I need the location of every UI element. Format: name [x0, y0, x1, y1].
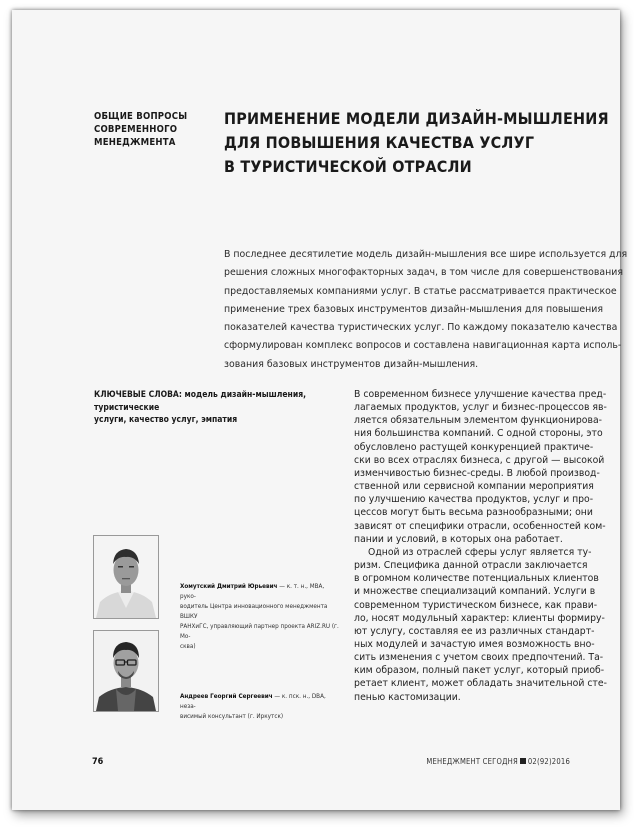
- body-line: ким образом, полный пакет услуг, который приоб-: [354, 665, 605, 677]
- body-line: сить изменения с учетом своих предпочтений. Та-: [354, 652, 604, 664]
- keywords-text: модель дизайн-мышления, туристические: [94, 390, 307, 413]
- body-line: цессов могут быть весьма разнообразными; они: [354, 507, 593, 519]
- body-line: в огромном количестве потенциальных клиентов: [354, 573, 599, 585]
- square-separator-icon: [520, 758, 526, 764]
- page-number: 76: [92, 757, 104, 767]
- author-photo: [93, 535, 159, 619]
- article-title: [224, 107, 624, 179]
- body-line: изменчивостью бизнес-среды. В любой производ-: [354, 467, 600, 479]
- body-line: ют услугу, составляя ее из различных стандарт-: [354, 625, 595, 637]
- body-line: зависят от специфики отрасли, особенностей ком-: [354, 520, 606, 532]
- title-line: В ТУРИСТИЧЕСКОЙ ОТРАСЛИ: [224, 157, 472, 176]
- body-line: обусловлено растущей конкуренцией практиче-: [354, 441, 594, 453]
- body-line: по улучшению качества продуктов, услуг и про-: [354, 494, 594, 506]
- keywords: [94, 389, 344, 427]
- journal-name: МЕНЕДЖМЕНТ СЕГОДНЯ: [426, 757, 518, 766]
- body-line: ственной или сервисной компании мероприятия: [354, 481, 594, 493]
- article-body: [354, 388, 607, 704]
- abstract-line: В последнее десятилетие модель дизайн-мышления все шире используется для: [224, 249, 628, 260]
- section-label: [94, 110, 214, 149]
- keywords-label: КЛЮЧЕВЫЕ СЛОВА:: [94, 390, 182, 400]
- author-photo: [93, 630, 159, 712]
- author-name: Андреев Георгий Сергеевич: [180, 693, 273, 700]
- author-bio-line: РАНХиГС, управляющий партнер проекта ARIZ.RU (г. Мо-: [180, 623, 339, 640]
- abstract-line: предоставляемых компаниями услуг. В статье рассматривается практическое: [224, 285, 617, 297]
- body-line: ляется обязательным элементом функционирова-: [354, 415, 603, 427]
- abstract-line: применение трех базовых инструментов дизайн-мышления для повышения: [224, 303, 603, 315]
- body-line: пании и условий, в которых она работает.: [354, 533, 563, 545]
- author-name: Хомутский Дмитрий Юрьевич: [180, 583, 278, 590]
- author-info: [180, 582, 340, 652]
- body-line: ски во всех отраслях бизнеса, с другой — высокой: [354, 454, 605, 466]
- body-line: и множестве специализаций компаний. Услуги в: [354, 586, 596, 598]
- author-portrait-icon: [94, 536, 158, 618]
- body-line: Одной из отраслей сферы услуг является ту-: [368, 546, 592, 558]
- section-label-line: МЕНЕДЖМЕНТА: [94, 137, 176, 148]
- body-line: лагаемых продуктов, услуг и бизнес-процессов яв-: [354, 402, 607, 414]
- body-line: современном туристическом бизнесе, как прави-: [354, 599, 598, 611]
- keywords-text: услуги, качество услуг, эмпатия: [94, 415, 238, 425]
- body-line: ния большинства компаний. С одной стороны, это: [354, 428, 603, 440]
- author-bio-line: — к. пск. н., DBA, неза-: [180, 693, 326, 710]
- journal-footer: [426, 757, 570, 766]
- author-portrait-icon: [94, 631, 158, 711]
- body-line: ло, носят модульный характер: клиенты формиру-: [354, 612, 605, 624]
- section-label-line: ОБЩИЕ ВОПРОСЫ: [94, 111, 188, 122]
- body-line: ризм. Специфика данной отрасли заключается: [354, 560, 588, 572]
- body-line: пенью кастомизации.: [354, 691, 461, 703]
- abstract-line: зования базовых инструментов дизайн-мышления.: [224, 358, 479, 370]
- abstract: [224, 246, 628, 374]
- journal-issue: 02(92)2016: [527, 757, 570, 766]
- author-bio-line: висимый консультант (г. Иркутск): [180, 713, 284, 720]
- body-line: ных модулей и зачастую имея возможность вно-: [354, 638, 595, 650]
- body-line: ретает клиент, может обладать значительной сте-: [354, 678, 607, 690]
- section-label-line: СОВРЕМЕННОГО: [94, 124, 178, 135]
- author-bio-line: водитель Центра инновационного менеджмента ВШКУ: [180, 603, 328, 620]
- abstract-line: показателей качества туристических услуг. По каждому показателю качества: [224, 322, 618, 334]
- author-info: [180, 692, 340, 722]
- abstract-line: сформулирован комплекс вопросов и составлена навигационная карта исполь-: [224, 340, 622, 352]
- body-line: В современном бизнесе улучшение качества пред-: [354, 389, 607, 400]
- abstract-line: решения сложных многофакторных задач, в том числе для совершенствования: [224, 267, 623, 279]
- author-bio-line: сква): [180, 643, 196, 650]
- author-bio-line: — к. т. н., MBA, руко-: [180, 583, 325, 600]
- title-line: ПРИМЕНЕНИЕ МОДЕЛИ ДИЗАЙН-МЫШЛЕНИЯ: [224, 109, 609, 128]
- title-line: ДЛЯ ПОВЫШЕНИЯ КАЧЕСТВА УСЛУГ: [224, 133, 535, 152]
- journal-page: [12, 10, 628, 810]
